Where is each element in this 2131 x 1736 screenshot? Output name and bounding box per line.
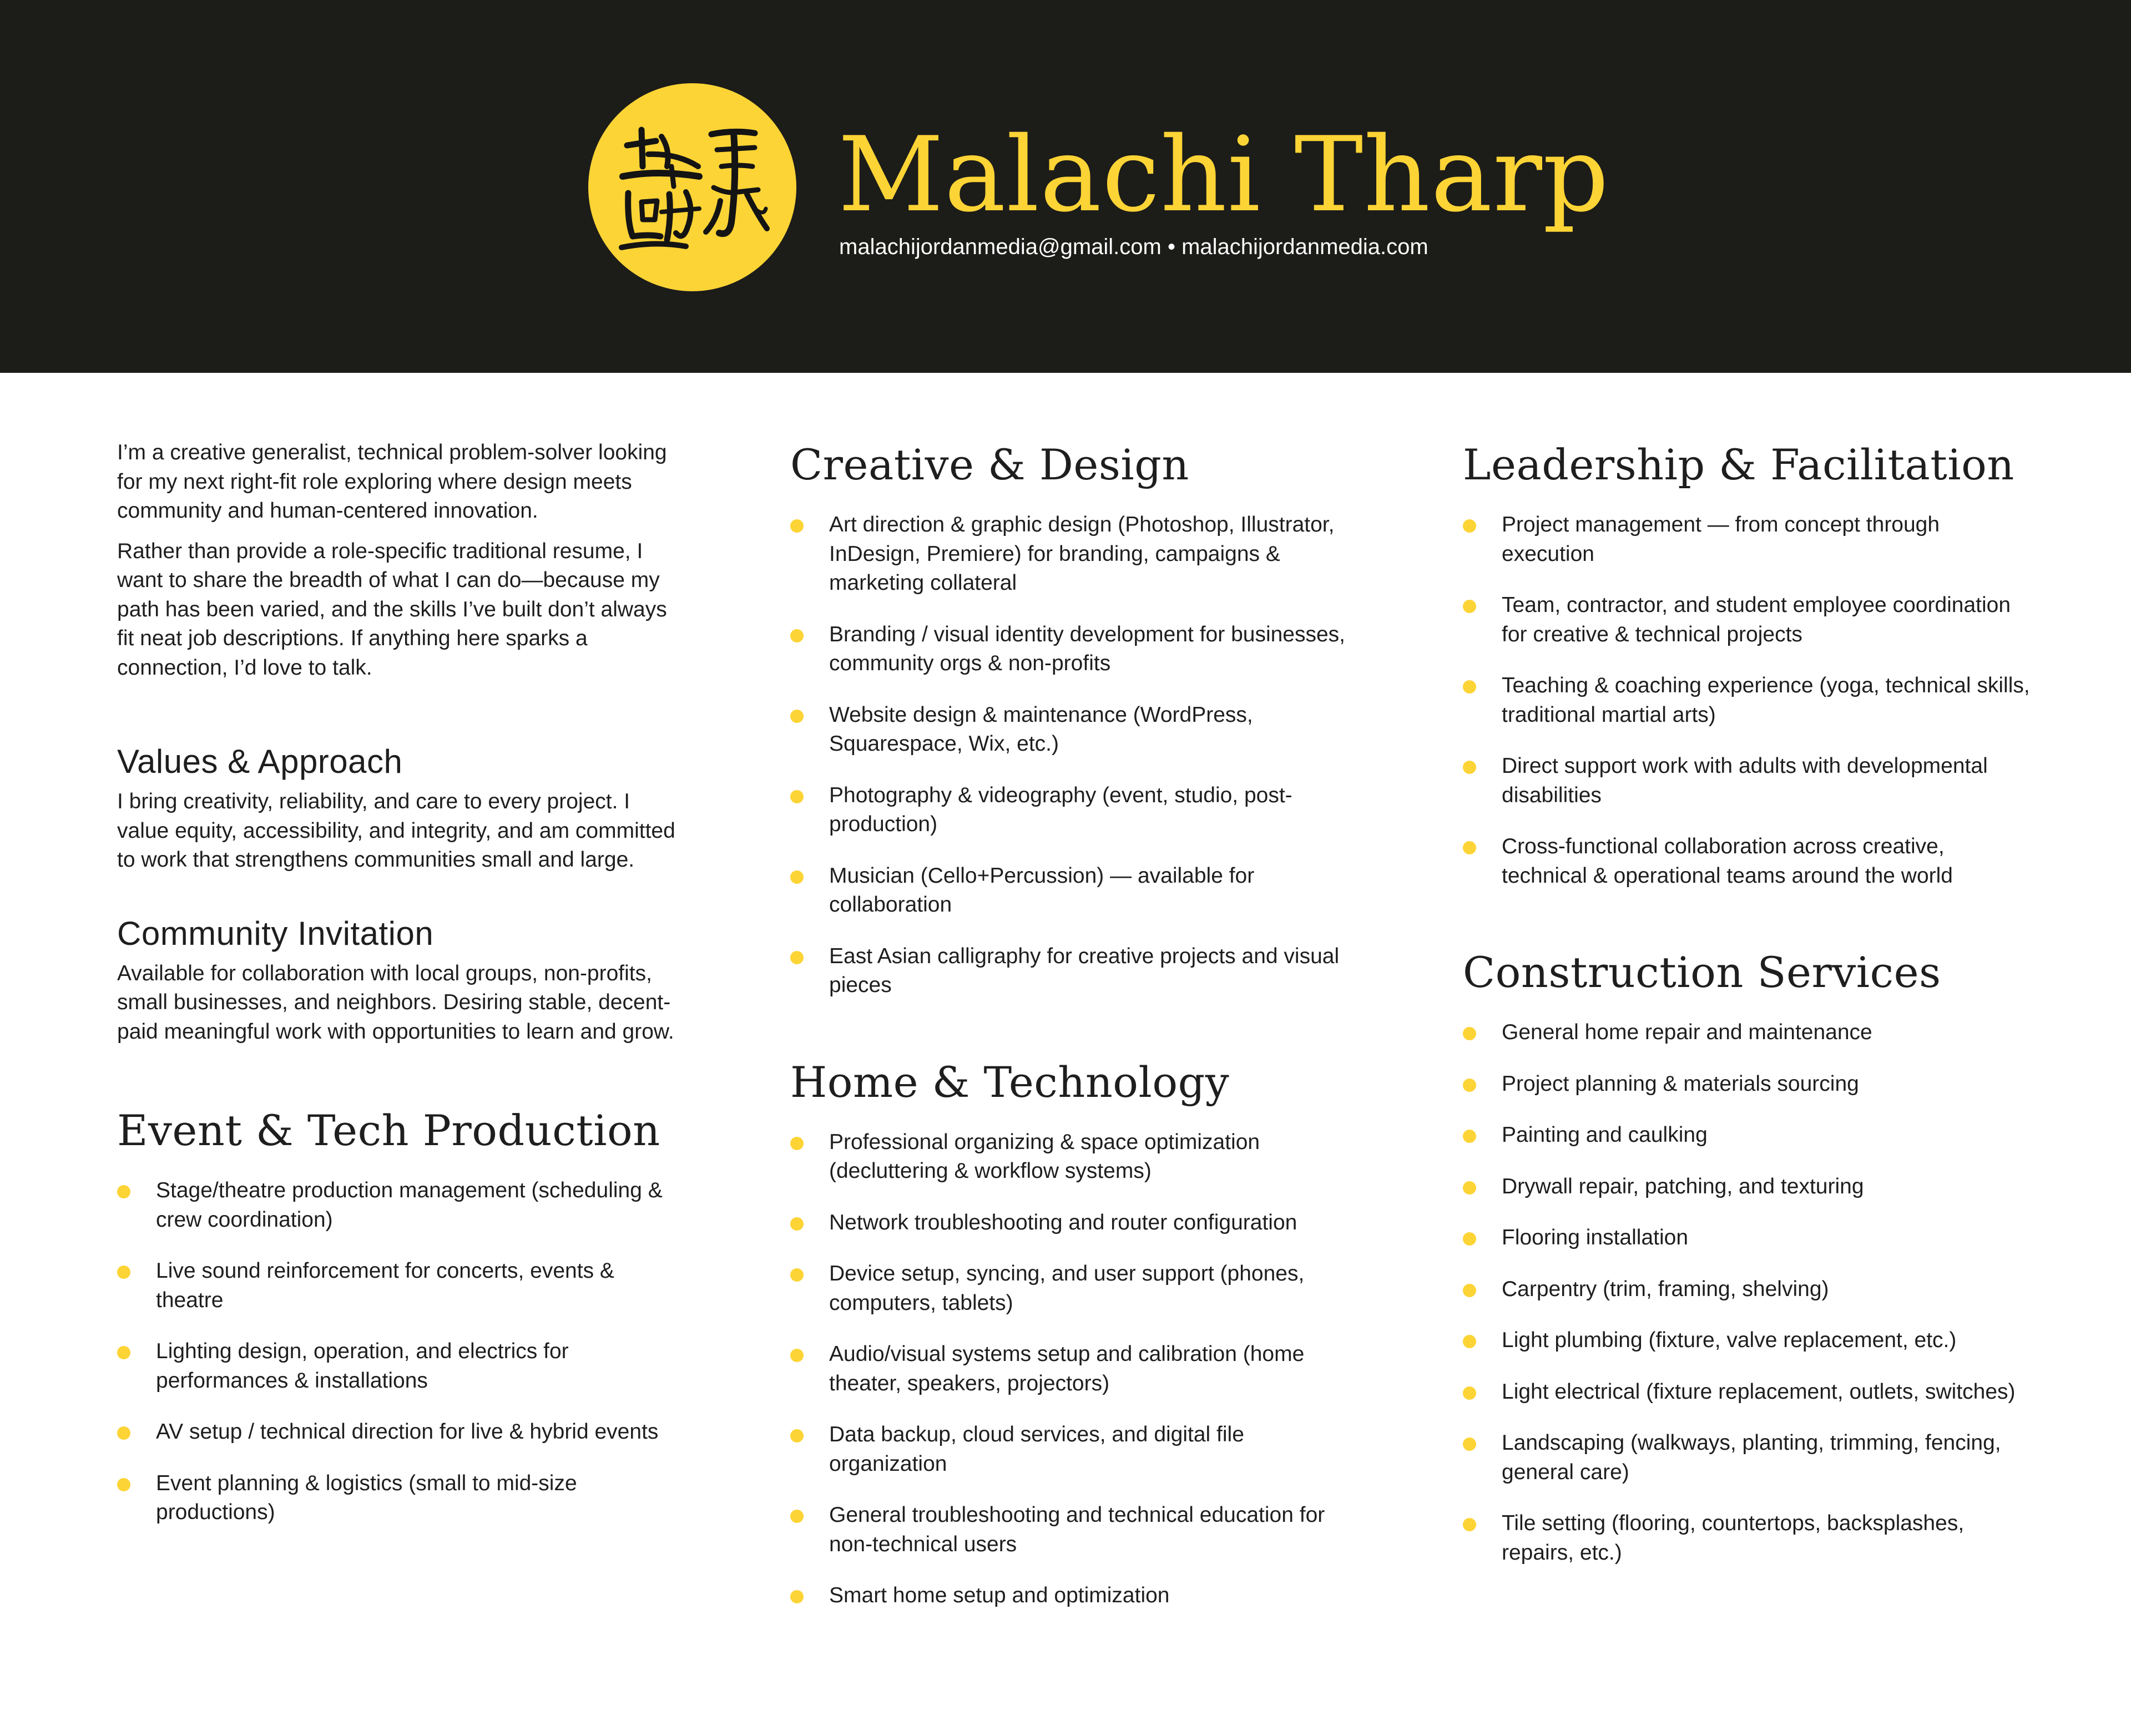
bullet-icon <box>1463 1386 1476 1400</box>
bullet-icon <box>790 629 804 642</box>
bullet-icon <box>1463 841 1476 854</box>
list-item: Stage/theatre production management (scheduling & crew coordination) <box>117 1176 678 1234</box>
intro-paragraph-1: I’m a creative generalist, technical problem-solver looking for my next right-fit role exploring where design meets community and human-centered innovation. <box>117 441 667 523</box>
home-heading: Home & Technology <box>790 1057 1230 1107</box>
bullet-icon <box>790 1349 804 1362</box>
list-item: Musician (Cello+Percussion) — available for collaboration <box>790 862 1362 920</box>
bullet-icon <box>1463 600 1476 613</box>
list-item: Flooring installation <box>1463 1223 2034 1253</box>
creative-list <box>790 510 1362 1000</box>
list-item: Branding / visual identity development for businesses, community orgs & non-profits <box>790 620 1362 679</box>
list-item: Lighting design, operation, and electrics for performances & installations <box>117 1337 678 1395</box>
community-heading: Community Invitation <box>117 914 434 952</box>
construction-heading: Construction Services <box>1463 948 1941 997</box>
list-item: Direct support work with adults with developmental disabilities <box>1463 752 2034 810</box>
left-column <box>117 438 678 1550</box>
bullet-icon <box>117 1185 130 1198</box>
bullet-icon <box>790 1590 804 1603</box>
list-item: Data backup, cloud services, and digital file organization <box>790 1420 1362 1479</box>
list-item: Live sound reinforcement for concerts, events & theatre <box>117 1257 678 1315</box>
contact-info: malachijordanmedia@gmail.com • malachijordanmedia.com <box>839 235 1428 259</box>
middle-column <box>790 438 1362 1633</box>
list-item: Light plumbing (fixture, valve replacement, etc.) <box>1463 1326 2034 1355</box>
list-item: Painting and caulking <box>1463 1121 2034 1150</box>
list-item: Tile setting (flooring, countertops, backsplashes, repairs, etc.) <box>1463 1509 2034 1567</box>
list-item: Project planning & materials sourcing <box>1463 1070 2034 1099</box>
bullet-icon <box>790 1429 804 1443</box>
bullet-icon <box>790 1510 804 1523</box>
list-item: Network troubleshooting and router configuration <box>790 1208 1362 1238</box>
bullet-icon <box>1463 761 1476 774</box>
list-item: Carpentry (trim, framing, shelving) <box>1463 1275 2034 1304</box>
bullet-icon <box>790 710 804 723</box>
list-item: AV setup / technical direction for live & hybrid events <box>117 1418 678 1447</box>
bullet-icon <box>117 1426 130 1440</box>
leadership-list <box>1463 510 2034 890</box>
bullet-icon <box>790 790 804 803</box>
home-list <box>790 1128 1362 1611</box>
event-list <box>117 1176 678 1527</box>
list-item: Art direction & graphic design (Photoshop, Illustrator, InDesign, Premiere) for branding, campaigns & marketing collateral <box>790 510 1362 598</box>
calligraphy-glyph-icon <box>588 83 796 291</box>
list-item: Team, contractor, and student employee coordination for creative & technical projects <box>1463 591 2034 649</box>
page-title: Malachi Tharp <box>838 114 1610 235</box>
creative-heading: Creative & Design <box>790 440 1189 489</box>
bullet-icon <box>790 519 804 533</box>
bullet-icon <box>1463 1181 1476 1195</box>
bullet-icon <box>1463 1079 1476 1092</box>
bullet-icon <box>790 951 804 964</box>
list-item: General troubleshooting and technical education for non-technical users <box>790 1501 1362 1559</box>
values-text: I bring creativity, reliability, and care to every project. I value equity, accessibility, and integrity, and am committed to work that strengthens communities small and large. <box>117 789 675 872</box>
bullet-icon <box>1463 1518 1476 1531</box>
bullet-icon <box>790 1137 804 1150</box>
list-item: Landscaping (walkways, planting, trimming, fencing, general care) <box>1463 1429 2034 1487</box>
event-heading: Event & Tech Production <box>117 1106 660 1155</box>
list-item: East Asian calligraphy for creative projects and visual pieces <box>790 942 1362 1000</box>
bullet-icon <box>790 1268 804 1282</box>
bullet-icon <box>117 1346 130 1359</box>
bullet-icon <box>1463 1284 1476 1297</box>
list-item: Teaching & coaching experience (yoga, technical skills, traditional martial arts) <box>1463 671 2034 730</box>
bullet-icon <box>1463 1027 1476 1040</box>
bullet-icon <box>1463 1335 1476 1348</box>
bullet-icon <box>1463 1438 1476 1451</box>
list-item: Professional organizing & space optimization (decluttering & workflow systems) <box>790 1128 1362 1186</box>
construction-list <box>1463 1018 2034 1567</box>
right-column <box>1463 438 2034 1590</box>
bullet-icon <box>790 870 804 884</box>
header-banner <box>0 0 2131 373</box>
list-item: Cross-functional collaboration across creative, technical & operational teams around the world <box>1463 832 2034 890</box>
list-item: Drywall repair, patching, and texturing <box>1463 1172 2034 1202</box>
bullet-icon <box>117 1266 130 1279</box>
list-item: Smart home setup and optimization <box>790 1581 1362 1611</box>
bullet-icon <box>790 1217 804 1231</box>
list-item: Event planning & logistics (small to mid-size productions) <box>117 1469 678 1527</box>
leadership-heading: Leadership & Facilitation <box>1463 440 2014 489</box>
list-item: Device setup, syncing, and user support (phones, computers, tablets) <box>790 1259 1362 1318</box>
bullet-icon <box>1463 1232 1476 1246</box>
list-item: Audio/visual systems setup and calibration (home theater, speakers, projectors) <box>790 1340 1362 1398</box>
values-heading: Values & Approach <box>117 743 403 780</box>
community-text: Available for collaboration with local groups, non-profits, small businesses, and neighbors. Desiring stable, decent-paid meaningful work with opportunities to learn and grow. <box>117 961 674 1044</box>
bullet-icon <box>117 1478 130 1491</box>
calligraphy-seal-icon <box>588 83 796 291</box>
list-item: General home repair and maintenance <box>1463 1018 2034 1047</box>
list-item: Website design & maintenance (WordPress, Squarespace, Wix, etc.) <box>790 701 1362 759</box>
bullet-icon <box>1463 1130 1476 1143</box>
list-item: Photography & videography (event, studio, post-production) <box>790 781 1362 839</box>
intro-paragraph-2: Rather than provide a role-specific traditional resume, I want to share the breadth of what I can do—because my path has been varied, and the skills I’ve built don’t always fit neat job descriptions. If anything here sparks a connection, I’d love to talk. <box>117 539 667 680</box>
list-item: Project management — from concept through execution <box>1463 510 2034 569</box>
bullet-icon <box>1463 519 1476 533</box>
list-item: Light electrical (fixture replacement, outlets, switches) <box>1463 1378 2034 1407</box>
bullet-icon <box>1463 680 1476 694</box>
